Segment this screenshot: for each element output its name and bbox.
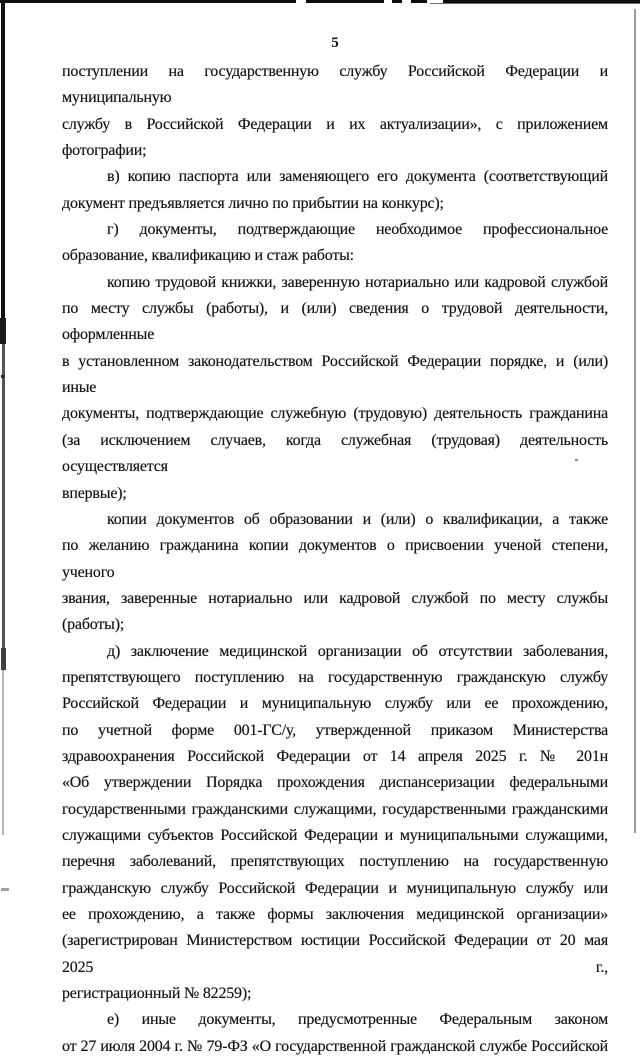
scan-edge-top-gap bbox=[384, 0, 392, 3]
scan-speck bbox=[1, 888, 9, 891]
text-line: копию трудовой книжки, заверенную нотариально или кадровой службой bbox=[107, 273, 608, 291]
text-line: (за исключением случаев, когда служебная (трудовая) деятельность осуществляется bbox=[62, 431, 608, 476]
scan-edge-top-gap bbox=[296, 0, 306, 3]
text-line: «Об утверждении Порядка прохождения диспансеризации федеральными bbox=[62, 774, 608, 792]
text-line: (зарегистрирован Министерством юстиции Российской Федерации от 20 мая 2025 г., bbox=[62, 932, 608, 976]
scan-speck bbox=[1, 375, 5, 378]
text-line: государственными гражданскими служащими, государственными гражданскими bbox=[62, 800, 608, 818]
paragraph bbox=[62, 217, 608, 270]
text-line: по учетной форме 001-ГС/у, утвержденной приказом Министерства bbox=[62, 721, 608, 739]
text-line: копии документов об образовании и (или) о квалификации, а также bbox=[107, 510, 608, 528]
paragraph bbox=[62, 639, 608, 1008]
scan-speck bbox=[1, 648, 6, 670]
scan-edge-left bbox=[2, 665, 4, 835]
text-line: служащими субъектов Российской Федерации и муниципальными служащими, bbox=[62, 826, 608, 844]
text-line: перечня заболеваний, препятствующих поступлению на государственную bbox=[62, 853, 608, 871]
scan-edge-right bbox=[634, 9, 636, 833]
paragraph bbox=[62, 270, 608, 507]
text-line: от 27 июля 2004 г. № 79-ФЗ «О государственной гражданской службе Российской bbox=[62, 1037, 608, 1055]
page-number: 5 bbox=[331, 35, 339, 51]
text-line: гражданскую службу Российской Федерации и муниципальную службу или bbox=[62, 879, 608, 897]
text-line: впервые); bbox=[62, 484, 127, 502]
text-line: по желанию гражданина копии документов о присвоении ученой степени, ученого bbox=[62, 537, 608, 581]
scan-edge-left bbox=[2, 335, 5, 665]
paragraph bbox=[62, 164, 608, 217]
text-line: образование, квалификацию и стаж работы: bbox=[62, 247, 354, 265]
text-line: регистрационный № 82259); bbox=[62, 985, 252, 1003]
paragraph bbox=[62, 1007, 608, 1060]
scan-edge-top-gap bbox=[402, 0, 411, 3]
text-line: поступлении на государственную службу Российской Федерации и муниципальную bbox=[62, 63, 608, 107]
document-body bbox=[62, 59, 608, 1060]
text-line: службу в Российской Федерации и их актуализации», с приложением фотографии; bbox=[62, 115, 608, 160]
scan-edge-top-shadow bbox=[430, 3, 640, 4]
paragraph bbox=[62, 507, 608, 639]
text-line: Российской Федерации и муниципальную службу или ее прохождению, bbox=[62, 695, 608, 713]
text-line: здравоохранения Российской Федерации от 14 апреля 2025 г. № 201н bbox=[62, 747, 608, 765]
scan-edge-left bbox=[1, 0, 5, 335]
paragraph bbox=[62, 59, 608, 164]
text-line: е) иные документы, предусмотренные Федеральным законом bbox=[107, 1011, 608, 1029]
text-line: в) копию паспорта или заменяющего его документа (соответствующий bbox=[107, 168, 608, 186]
text-line: звания, заверенные нотариально или кадровой службой по месту службы (работы); bbox=[62, 589, 608, 634]
text-line: г) документы, подтверждающие необходимое профессиональное bbox=[107, 221, 608, 239]
text-line: документы, подтверждающие служебную (трудовую) деятельность гражданина bbox=[62, 405, 608, 423]
text-line: препятствующего поступлению на государственную гражданскую службу bbox=[62, 668, 608, 686]
text-line: в установленном законодательством Российской Федерации порядке, и (или) иные bbox=[62, 352, 608, 397]
text-line: документ предъявляется лично по прибытии на конкурс); bbox=[62, 194, 444, 212]
text-line: по месту службы (работы), и (или) сведения о трудовой деятельности, оформленные bbox=[62, 300, 608, 344]
text-line: д) заключение медицинской организации об отсутствии заболевания, bbox=[107, 642, 608, 660]
text-line: ее прохождению, а также формы заключения медицинской организации» bbox=[62, 906, 608, 923]
scan-speck bbox=[0, 318, 6, 344]
